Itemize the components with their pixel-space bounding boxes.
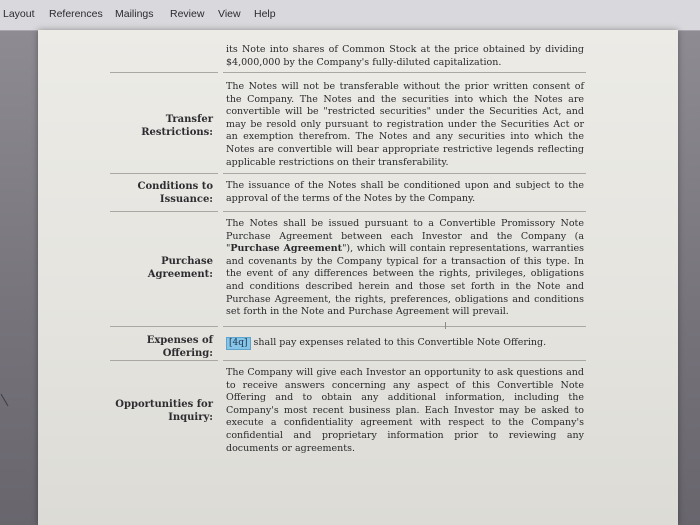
tab-layout[interactable]: Layout [3,8,35,20]
tab-review[interactable]: Review [170,8,205,20]
table-divider [110,326,218,327]
row-body-opportunities-for-inquiry[interactable]: The Company will give each Investor an opportunity to ask questions and to receive answers concerning any aspect of this Convertible Note Offering and to obtain any additional information, including the Company's most recent business plan. Each Investor may be asked to execute a confidentiality agreement with respect to the Company's confidential and proprietary information prior to reviewing any documents or agreements. [226,367,584,454]
tab-help[interactable]: Help [254,8,276,20]
tab-references[interactable]: References [49,8,103,20]
comment-tag[interactable]: [4q] [226,337,251,350]
tab-view[interactable]: View [218,8,241,20]
table-divider [223,211,586,212]
row-body-purchase-agreement[interactable] [226,218,584,319]
table-divider [110,173,218,174]
table-divider [223,360,586,361]
row-label-opportunities-for-inquiry: Opportunities for Inquiry: [115,399,213,423]
row-label-conditions-to-issuance: Conditions to Issuance: [137,181,213,205]
row-body-expenses-of-offering[interactable] [226,337,584,350]
table-anchor-mark [445,322,446,329]
table-divider [223,72,586,73]
row-label-transfer-restrictions: Transfer Restrictions: [141,114,213,138]
margin-mark [1,394,9,407]
row-label-expenses-of-offering: Expenses of Offering: [146,335,213,359]
table-divider [110,360,218,361]
table-divider [110,72,218,73]
table-divider [110,211,218,212]
table-divider [223,326,586,327]
ribbon [0,0,700,31]
expenses-text: shall pay expenses related to this Convertible Note Offering. [250,337,547,348]
row-label-purchase-agreement: Purchase Agreement: [147,256,213,280]
row-body-conditions-to-issuance[interactable]: The issuance of the Notes shall be conditioned upon and subject to the approval of the terms of the Notes by the Company. [226,180,584,204]
tab-mailings[interactable]: Mailings [115,8,154,20]
table-divider [223,173,586,174]
purchase-agreement-defined-term: Purchase Agreement [230,243,343,255]
row-body-transfer-restrictions[interactable]: The Notes will not be transferable without the prior written consent of the Company. The Notes and the securities into which the Notes are convertible will be "restricted securities" under the Securities Act, and may be resold only pursuant to registration under the Securities Act or an exemption therefrom. The Notes and any securities into which the Notes are convertible will bear appropriate restrictive legends reflecting applicable restrictions on their transferability. [226,81,584,168]
continuation-paragraph[interactable]: its Note into shares of Common Stock at the price obtained by dividing $4,000,000 by the Company's fully-diluted capitalization. [226,44,584,68]
purchase-agreement-text-post: "), which will contain representations, warranties and covenants by the Company typical for a transaction of this type. In the event of any differences between the rights, privileges, obligations and conditions described herein and those set forth in the Note and Purchase Agreement, the rights, preferences, obligations and conditions set forth in the Note and Purchase Agreement will prevail. [226,243,584,318]
purchase-agreement-text-pre: The Notes shall be issued pursuant to a Convertible Promissory Note Purchase Agreement between each Investor and the Company (a " [226,218,584,255]
